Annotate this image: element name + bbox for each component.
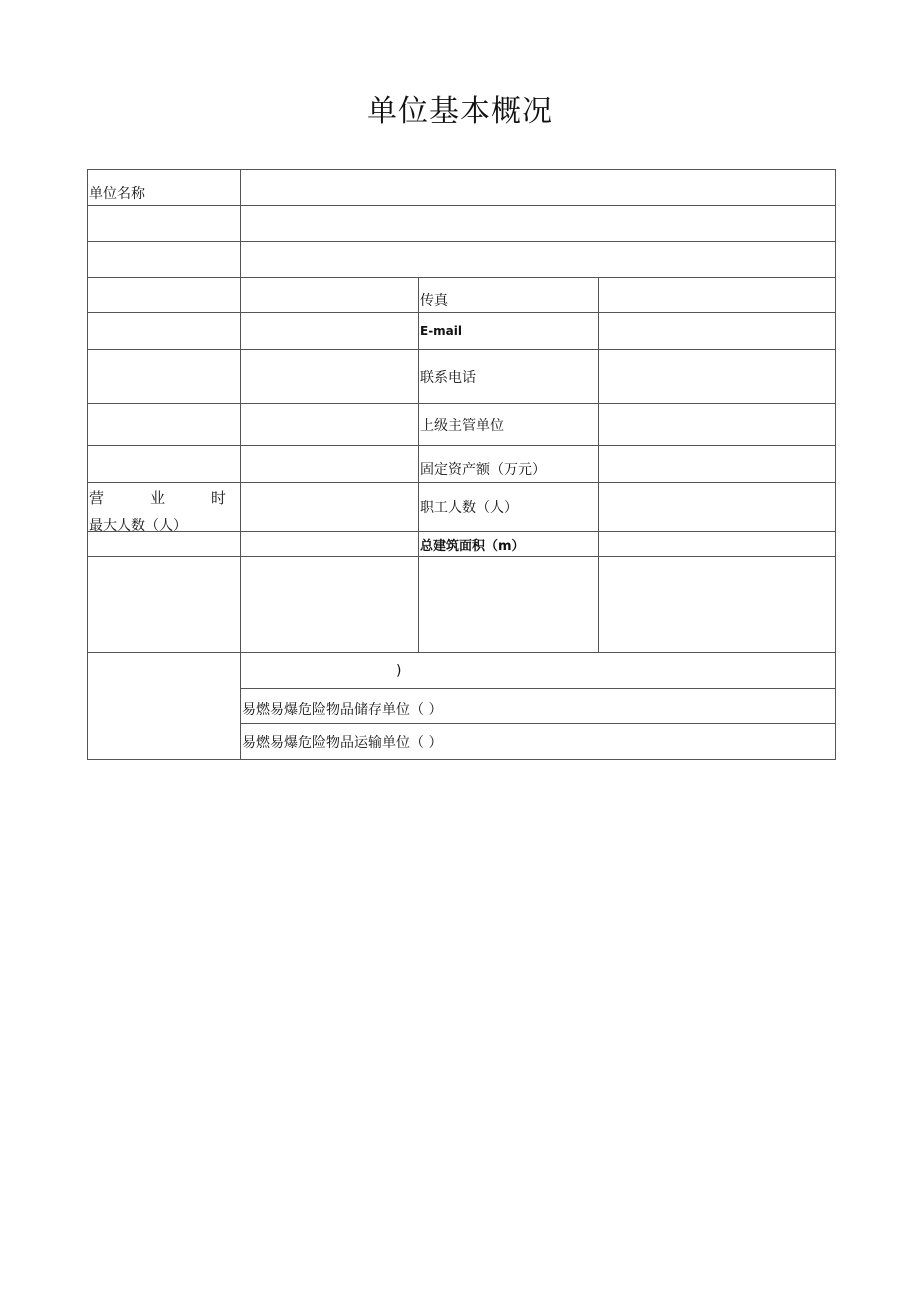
fixed-assets-field[interactable]	[599, 446, 836, 483]
business-hours-char: 业	[149, 489, 165, 507]
category-option-1[interactable]: )	[241, 653, 836, 689]
staff-count-label: 职工人数（人）	[419, 483, 599, 532]
business-hours-label	[88, 483, 241, 532]
blank-label-cell	[88, 206, 241, 242]
blank-label-cell	[88, 350, 241, 404]
blank-value-cell[interactable]	[241, 532, 419, 557]
blank-label-cell	[88, 242, 241, 278]
row-category-1	[88, 653, 836, 689]
category-label-cell	[88, 653, 241, 760]
blank-value-cell[interactable]	[241, 446, 419, 483]
blank-label-cell	[88, 404, 241, 446]
blank-value-cell[interactable]	[241, 404, 419, 446]
row-unit-name	[88, 170, 836, 206]
blank-label-cell	[88, 278, 241, 313]
unit-info-table	[87, 169, 836, 760]
row-blank-1	[88, 206, 836, 242]
blank-value-cell[interactable]	[241, 557, 419, 653]
blank-label-cell	[88, 313, 241, 350]
phone-label: 联系电话	[419, 350, 599, 404]
business-hours-char: 营	[89, 489, 105, 507]
superior-unit-label: 上级主管单位	[419, 404, 599, 446]
max-people-field[interactable]	[88, 532, 241, 557]
fixed-assets-label: 固定资产额（万元）	[419, 446, 599, 483]
page-title: 单位基本概况	[367, 94, 553, 129]
row-blank-2	[88, 242, 836, 278]
blank-value-cell[interactable]	[241, 350, 419, 404]
superior-unit-field[interactable]	[599, 404, 836, 446]
row-area	[88, 532, 836, 557]
row-phone	[88, 350, 836, 404]
blank-value-cell[interactable]	[599, 557, 836, 653]
building-area-label: 总建筑面积（m）	[419, 532, 599, 557]
blank-value-cell[interactable]	[241, 206, 836, 242]
blank-label-cell	[419, 557, 599, 653]
building-area-field[interactable]	[599, 532, 836, 557]
fax-label: 传真	[419, 278, 599, 313]
unit-name-label: 单位名称	[88, 170, 241, 206]
phone-field[interactable]	[599, 350, 836, 404]
category-option-transport[interactable]: 易燃易爆危险物品运输单位（ ）	[241, 724, 836, 760]
business-hours-field[interactable]	[241, 483, 419, 532]
category-option-storage[interactable]: 易燃易爆危险物品储存单位（ ）	[241, 689, 836, 724]
staff-count-field[interactable]	[599, 483, 836, 532]
blank-label-cell	[88, 557, 241, 653]
fax-field[interactable]	[599, 278, 836, 313]
row-email	[88, 313, 836, 350]
blank-value-cell[interactable]	[241, 242, 836, 278]
business-hours-char: 时	[210, 489, 226, 507]
row-assets	[88, 446, 836, 483]
blank-value-cell[interactable]	[241, 278, 419, 313]
blank-label-cell	[88, 446, 241, 483]
blank-value-cell[interactable]	[241, 313, 419, 350]
row-superior	[88, 404, 836, 446]
email-label: E-mail	[419, 313, 599, 350]
row-blank-large	[88, 557, 836, 653]
email-field[interactable]	[599, 313, 836, 350]
max-people-label: 最大人数（人）	[89, 518, 187, 531]
row-staff	[88, 483, 836, 532]
unit-name-field[interactable]	[241, 170, 836, 206]
row-fax	[88, 278, 836, 313]
